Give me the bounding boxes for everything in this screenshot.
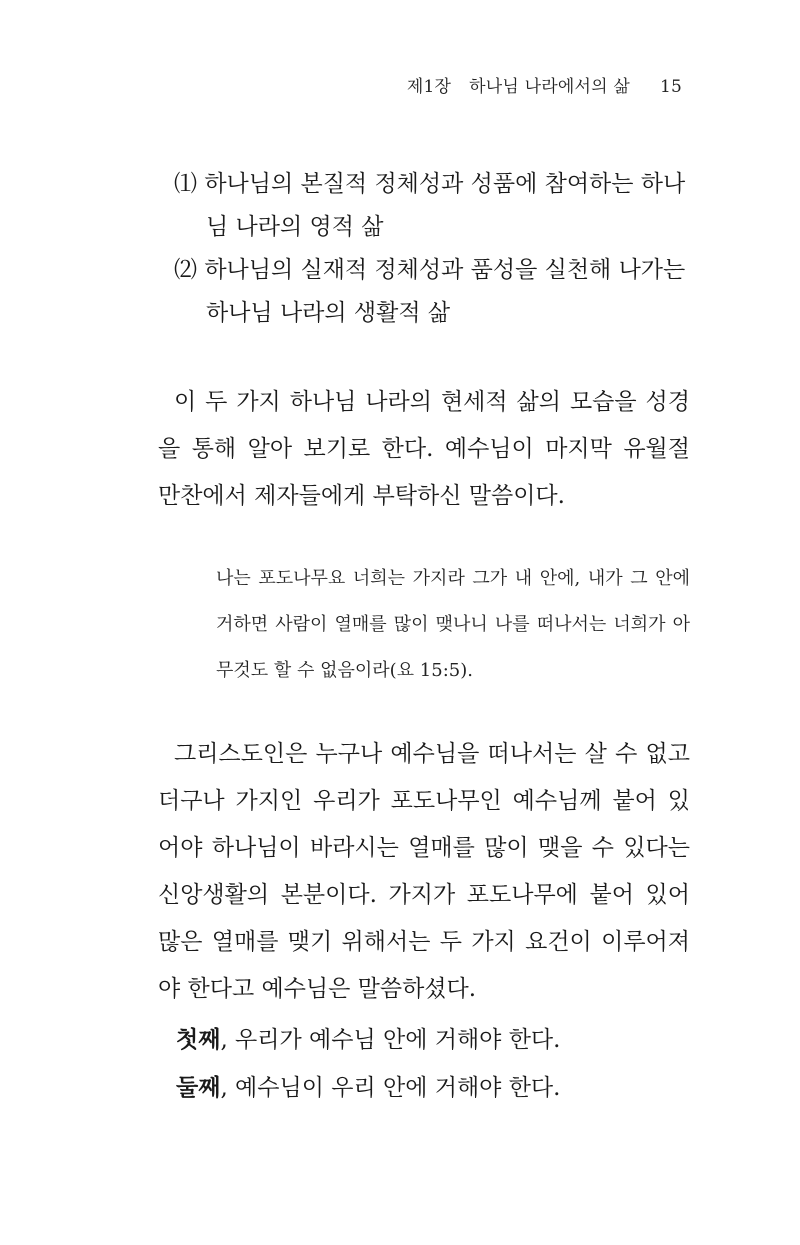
list-item <box>174 163 694 249</box>
requirement-item <box>176 1064 696 1112</box>
requirement-heading: 둘째 <box>176 1075 221 1101</box>
requirement-heading: 첫째 <box>176 1027 221 1053</box>
chapter-title: 하나님 나라에서의 삶 <box>469 77 630 97</box>
list-item-text: 하나님의 실재적 정체성과 품성을 실천해 나가는 하나님 나라의 생활적 삶 <box>204 257 686 326</box>
requirements-list <box>176 1016 696 1112</box>
list-marker: ⑵ <box>174 257 197 283</box>
requirement-text: , 예수님이 우리 안에 거해야 한다. <box>220 1075 561 1101</box>
list-item <box>174 249 694 335</box>
requirement-text: , 우리가 예수님 안에 거해야 한다. <box>220 1027 561 1053</box>
list-marker: ⑴ <box>174 171 197 197</box>
page-number: 15 <box>659 77 682 97</box>
body-paragraph-2: 그리스도인은 누구나 예수님을 떠나서는 살 수 없고 더구나 가지인 우리가 포도나무인 예수님께 붙어 있어야 하나님이 바라시는 열매를 많이 맺을 수 있다는 신앙생활의 본분이다. 가지가 포도나무에 붙어 있어 많은 열매를 맺기 위해서는 두 가지 요건이 이루어져야 한다고 예수님은 말씀하셨다. <box>158 741 690 1002</box>
numbered-list <box>174 163 694 335</box>
chapter-label: 제1장 <box>406 77 452 97</box>
requirement-item <box>176 1016 696 1064</box>
list-item-text: 하나님의 본질적 정체성과 성품에 참여하는 하나님 나라의 영적 삶 <box>204 171 686 240</box>
body-paragraph-1: 이 두 가지 하나님 나라의 현세적 삶의 모습을 성경을 통해 알아 보기로 한다. 예수님이 마지막 유월절 만찬에서 제자들에게 부탁하신 말씀이다. <box>158 389 690 509</box>
scripture-quote: 나는 포도나무요 너희는 가지라 그가 내 안에, 내가 그 안에 거하면 사람이 열매를 많이 맺나니 나를 떠나서는 너희가 아무것도 할 수 없음이라(요 15:5). <box>216 568 690 681</box>
running-header <box>407 72 682 97</box>
